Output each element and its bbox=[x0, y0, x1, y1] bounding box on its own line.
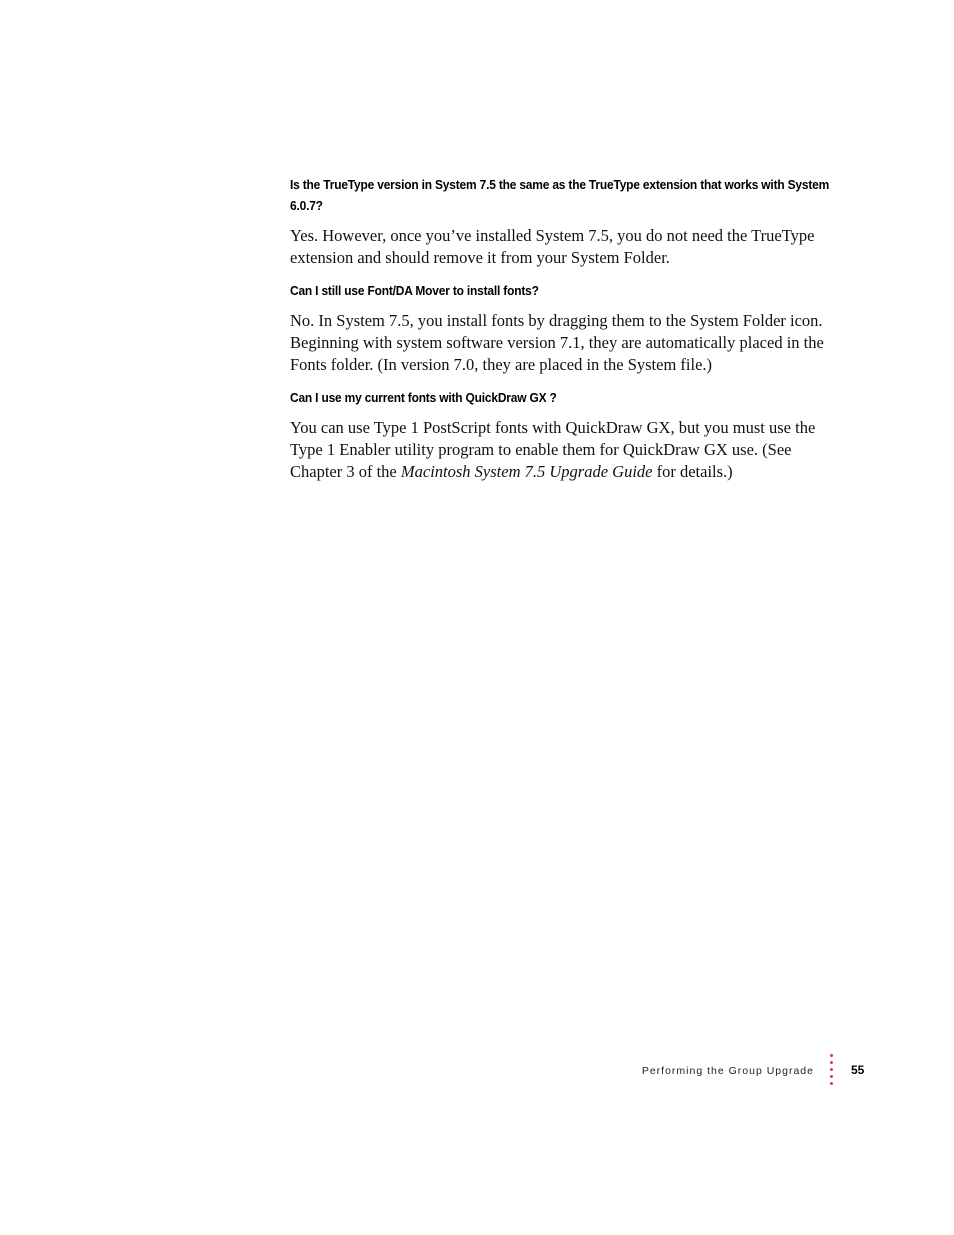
answer-text: You can use Type 1 PostScript fonts with QuickDraw GX, but you must use the Type 1 Enabler utility program to enable them for QuickDraw GX use. (See Chapter 3 of the bbox=[290, 418, 816, 481]
answer-paragraph: No. In System 7.5, you install fonts by dragging them to the System Folder icon. Beginning with system software version 7.1, they are automatically placed in the Fonts folder. (In version 7.0, they are placed in the System file.) bbox=[290, 311, 824, 374]
question-heading: Can I use my current fonts with QuickDraw GX ? bbox=[290, 390, 557, 405]
footer-dot-divider bbox=[830, 1054, 834, 1094]
dot bbox=[830, 1068, 833, 1071]
dot bbox=[830, 1054, 833, 1057]
dot bbox=[830, 1061, 833, 1064]
answer-text: for details.) bbox=[652, 462, 733, 481]
running-footer-title: Performing the Group Upgrade bbox=[641, 1065, 814, 1077]
book-title: Macintosh System 7.5 Upgrade Guide bbox=[400, 462, 653, 481]
page-number: 55 bbox=[851, 1063, 865, 1077]
question-heading: Is the TrueType version in System 7.5 the same as the TrueType extension that works with System 6.0.7? bbox=[290, 177, 830, 213]
answer-paragraph: Yes. However, once you’ve installed System 7.5, you do not need the TrueType extension and should remove it from your System Folder. bbox=[290, 226, 815, 267]
question-heading: Can I still use Font/DA Mover to install fonts? bbox=[290, 283, 539, 298]
dot bbox=[830, 1082, 833, 1085]
page-content bbox=[290, 174, 835, 483]
answer-paragraph bbox=[290, 417, 835, 483]
dot bbox=[830, 1075, 833, 1078]
